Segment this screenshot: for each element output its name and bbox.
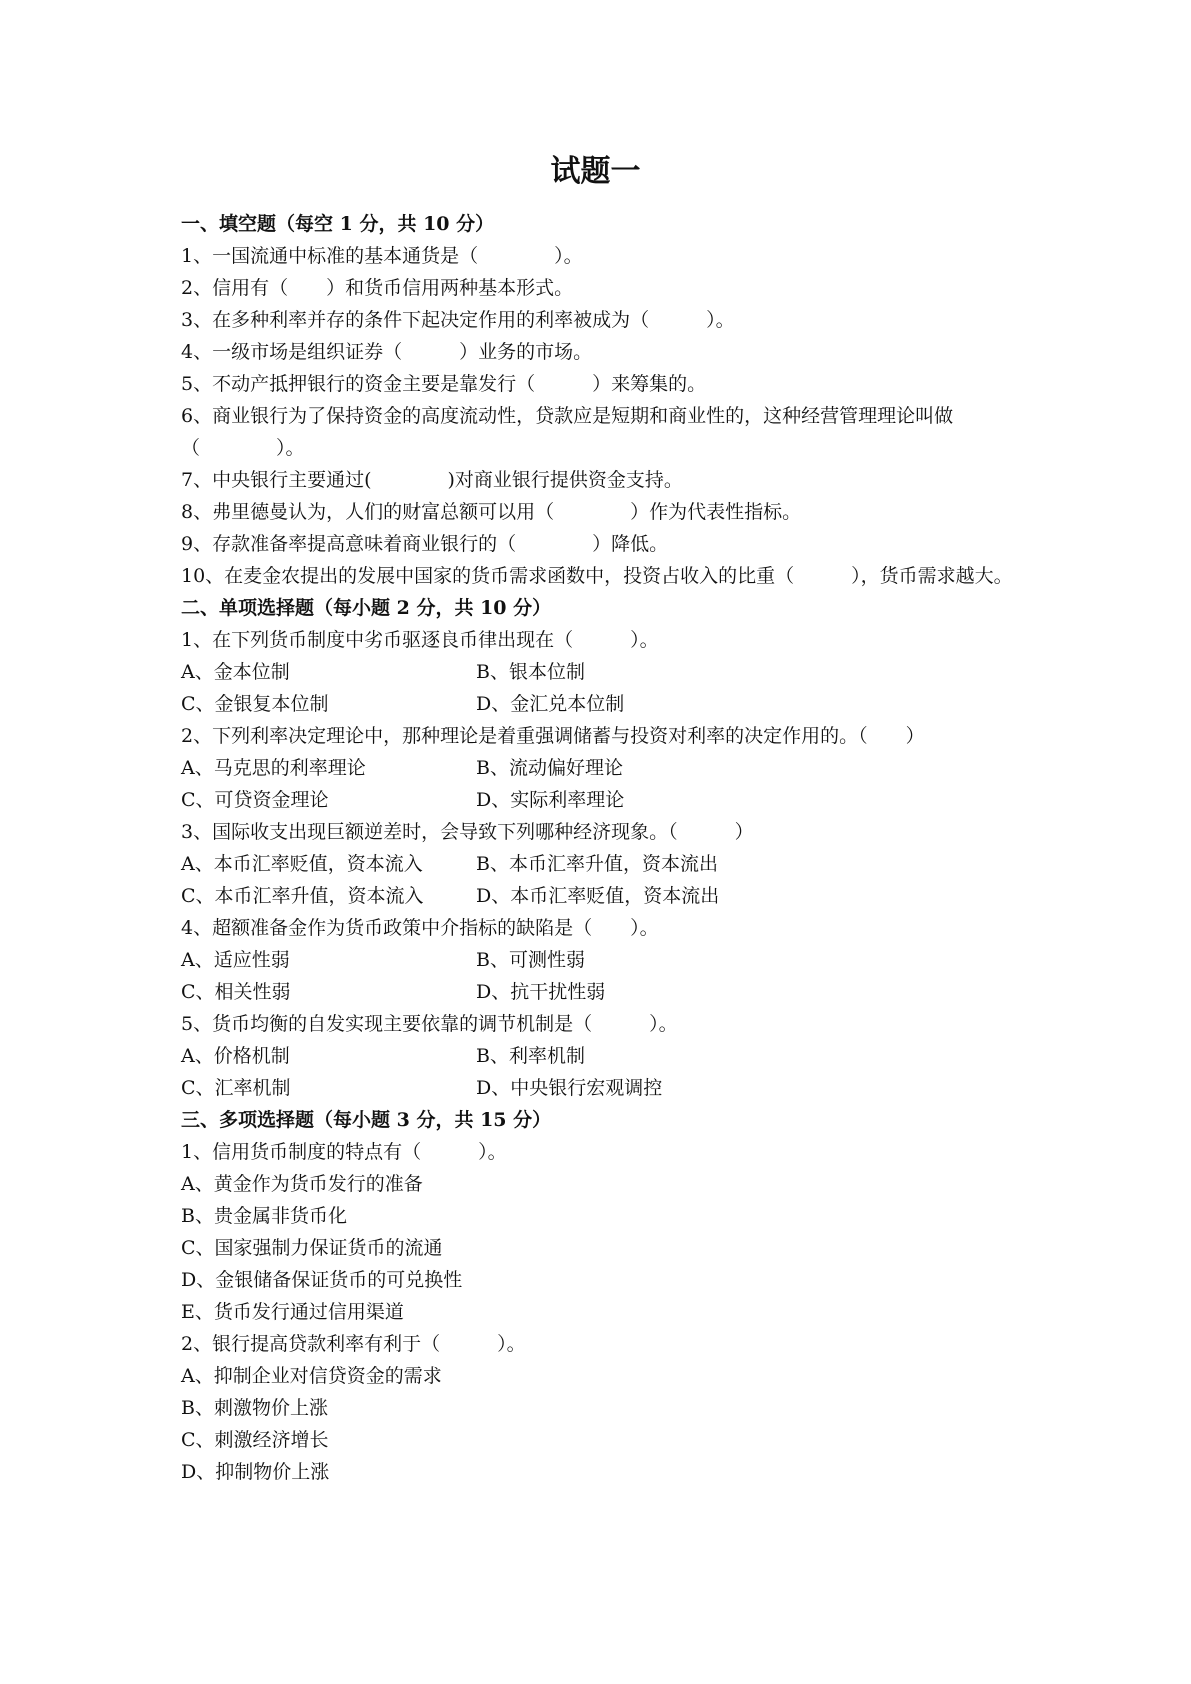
- option-a: A、本币汇率贬值，资本流入: [181, 853, 423, 875]
- option-a: A、黄金作为货币发行的准备: [181, 1173, 423, 1195]
- page-title: 试题一: [550, 154, 641, 189]
- option-row: [181, 688, 1016, 720]
- option-b: B、可测性弱: [476, 949, 585, 971]
- question-stem: 1、在下列货币制度中劣币驱逐良币律出现在（ ）。: [181, 629, 659, 651]
- section-multi-choice: [181, 1104, 1016, 1488]
- question-stem: 2、银行提高贷款利率有利于（ ）。: [181, 1333, 526, 1355]
- option-c: C、刺激经济增长: [181, 1429, 329, 1451]
- option-d: D、实际利率理论: [476, 789, 625, 811]
- option-row: [181, 656, 1016, 688]
- option-e: E、货币发行通过信用渠道: [181, 1301, 404, 1323]
- section-fill-blank: [181, 208, 1016, 592]
- option-row: [181, 752, 1016, 784]
- option-b: B、利率机制: [476, 1045, 585, 1067]
- option-d: D、金汇兑本位制: [476, 693, 625, 715]
- section-heading: 一、填空题（每空 1 分，共 10 分）: [181, 213, 495, 235]
- option-row: [181, 848, 1016, 880]
- option-c: C、相关性弱: [181, 981, 291, 1003]
- option-b: B、本币汇率升值，资本流出: [476, 853, 718, 875]
- option-b: B、银本位制: [476, 661, 585, 683]
- option-row: [181, 1040, 1016, 1072]
- option-c: C、汇率机制: [181, 1077, 291, 1099]
- option-d: D、金银储备保证货币的可兑换性: [181, 1269, 463, 1291]
- option-c: C、金银复本位制: [181, 693, 329, 715]
- option-a: A、适应性弱: [181, 949, 290, 971]
- question-item: 2、信用有（ ）和货币信用两种基本形式。: [181, 277, 574, 299]
- option-d: D、中央银行宏观调控: [476, 1077, 663, 1099]
- question-item: 1、一国流通中标准的基本通货是（ ）。: [181, 245, 583, 267]
- question-item: 7、中央银行主要通过( )对商业银行提供资金支持。: [181, 469, 683, 491]
- option-d: D、抑制物价上涨: [181, 1461, 330, 1483]
- section-single-choice: [181, 592, 1016, 1104]
- question-item: 4、一级市场是组织证券（ ）业务的市场。: [181, 341, 593, 363]
- option-c: C、可贷资金理论: [181, 789, 329, 811]
- option-b: B、刺激物价上涨: [181, 1397, 328, 1419]
- option-a: A、金本位制: [181, 661, 290, 683]
- option-b: B、贵金属非货币化: [181, 1205, 347, 1227]
- question-stem: 5、货币均衡的自发实现主要依靠的调节机制是（ ）。: [181, 1013, 678, 1035]
- option-b: B、流动偏好理论: [476, 757, 623, 779]
- question-item: 8、弗里德曼认为，人们的财富总额可以用（ ）作为代表性指标。: [181, 501, 802, 523]
- exam-content: [181, 208, 1016, 1488]
- option-row: [181, 880, 1016, 912]
- option-a: A、马克思的利率理论: [181, 757, 366, 779]
- option-c: C、本币汇率升值，资本流入: [181, 885, 424, 907]
- question-item: 5、不动产抵押银行的资金主要是靠发行（ ）来筹集的。: [181, 373, 707, 395]
- question-item: 3、在多种利率并存的条件下起决定作用的利率被成为（ ）。: [181, 309, 735, 331]
- section-heading: 二、单项选择题（每小题 2 分，共 10 分）: [181, 597, 552, 619]
- option-row: [181, 944, 1016, 976]
- question-stem: 2、下列利率决定理论中，那种理论是着重强调储蓄与投资对利率的决定作用的。（ ）: [181, 725, 925, 747]
- question-stem: 4、超额准备金作为货币政策中介指标的缺陷是（ ）。: [181, 917, 659, 939]
- question-item: 10、在麦金农提出的发展中国家的货币需求函数中，投资占收入的比重（ ），货币需求越大。: [181, 565, 1013, 587]
- option-row: [181, 1072, 1016, 1104]
- option-row: [181, 976, 1016, 1008]
- option-d: D、抗干扰性弱: [476, 981, 606, 1003]
- option-c: C、国家强制力保证货币的流通: [181, 1237, 443, 1259]
- option-a: A、抑制企业对信贷资金的需求: [181, 1365, 442, 1387]
- option-row: [181, 784, 1016, 816]
- section-heading: 三、多项选择题（每小题 3 分，共 15 分）: [181, 1109, 552, 1131]
- question-item: 9、存款准备率提高意味着商业银行的（ ）降低。: [181, 533, 669, 555]
- question-stem: 3、国际收支出现巨额逆差时，会导致下列哪种经济现象。（ ）: [181, 821, 754, 843]
- option-a: A、价格机制: [181, 1045, 290, 1067]
- question-stem: 1、信用货币制度的特点有（ ）。: [181, 1141, 507, 1163]
- option-d: D、本币汇率贬值，资本流出: [476, 885, 720, 907]
- question-item: 6、商业银行为了保持资金的高度流动性，贷款应是短期和商业性的，这种经营管理理论叫做（ ）。: [181, 405, 954, 459]
